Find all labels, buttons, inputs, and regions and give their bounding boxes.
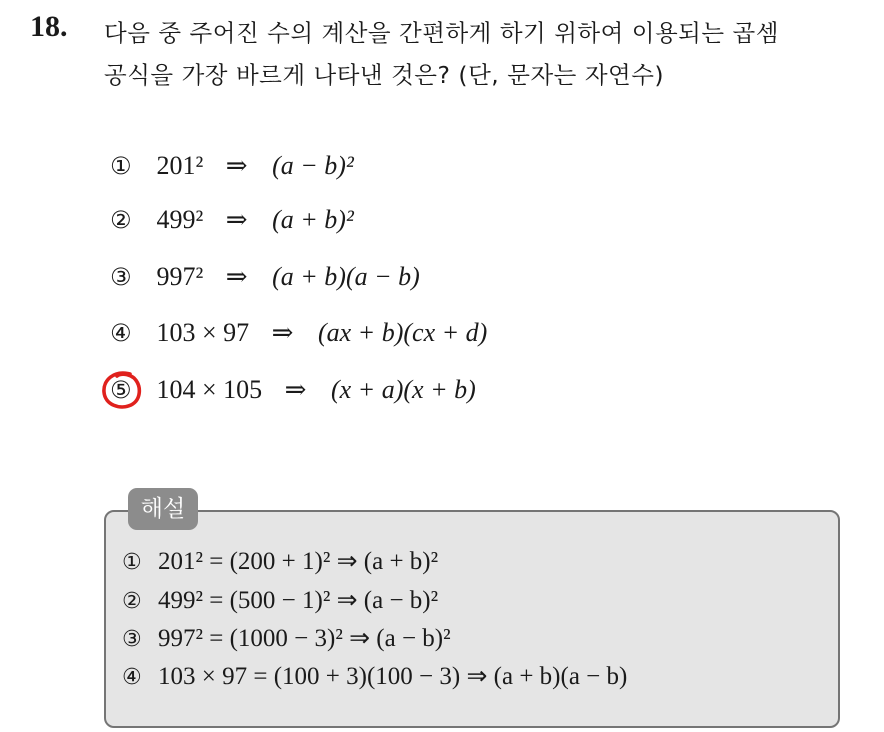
solution-mark: ③ xyxy=(122,627,142,652)
solution-line-2 xyxy=(122,584,438,618)
solution-label: 해설 xyxy=(128,488,198,530)
question-line-1: 다음 중 주어진 수의 계산을 간편하게 하기 위하여 이용되는 곱셈 xyxy=(104,19,779,47)
choice-expression: 104 × 105 xyxy=(156,375,263,404)
solution-line-1 xyxy=(122,545,438,579)
solution-mark: ② xyxy=(122,589,142,614)
choice-1[interactable] xyxy=(110,146,354,186)
choice-expression: 103 × 97 xyxy=(156,318,250,347)
choice-formula: (a + b)(a − b) xyxy=(272,262,420,291)
choice-formula: (ax + b)(cx + d) xyxy=(317,318,488,347)
choice-formula: (a − b)² xyxy=(272,151,354,180)
question-text xyxy=(104,12,864,96)
solution-line-3 xyxy=(122,622,451,656)
question-number: 18. xyxy=(30,10,68,43)
solution-line-4 xyxy=(122,660,627,694)
choice-mark: ③ xyxy=(110,263,132,291)
implies-arrow: ⇒ xyxy=(225,262,248,292)
solution-mark: ④ xyxy=(122,665,142,690)
solution-text: 201² = (200 + 1)² ⇒ (a + b)² xyxy=(158,548,439,575)
solution-text: 499² = (500 − 1)² ⇒ (a − b)² xyxy=(158,587,439,614)
choice-expression: 997² xyxy=(156,262,204,291)
implies-arrow: ⇒ xyxy=(225,151,248,181)
choice-mark: ④ xyxy=(110,319,132,347)
choice-2[interactable] xyxy=(110,200,354,240)
implies-arrow: ⇒ xyxy=(225,205,248,235)
implies-arrow: ⇒ xyxy=(284,375,307,405)
solution-text: 103 × 97 = (100 + 3)(100 − 3) ⇒ (a + b)(a − b) xyxy=(158,663,628,690)
choice-formula: (x + a)(x + b) xyxy=(330,375,476,404)
choice-formula: (a + b)² xyxy=(272,205,354,234)
choice-expression: 499² xyxy=(156,205,204,234)
choice-5[interactable] xyxy=(110,370,476,410)
answer-circle-mark xyxy=(100,368,144,412)
solution-mark: ① xyxy=(122,550,142,575)
choice-mark: ⑤ xyxy=(110,376,132,404)
choice-mark: ① xyxy=(110,152,132,180)
choice-mark: ② xyxy=(110,206,132,234)
solution-text: 997² = (1000 − 3)² ⇒ (a − b)² xyxy=(158,625,451,652)
implies-arrow: ⇒ xyxy=(271,318,294,348)
choice-3[interactable] xyxy=(110,257,420,297)
question-line-2: 공식을 가장 바르게 나타낸 것은? (단, 문자는 자연수) xyxy=(104,61,665,89)
choice-4[interactable] xyxy=(110,313,487,353)
choice-expression: 201² xyxy=(156,151,204,180)
solution-box xyxy=(104,510,840,728)
